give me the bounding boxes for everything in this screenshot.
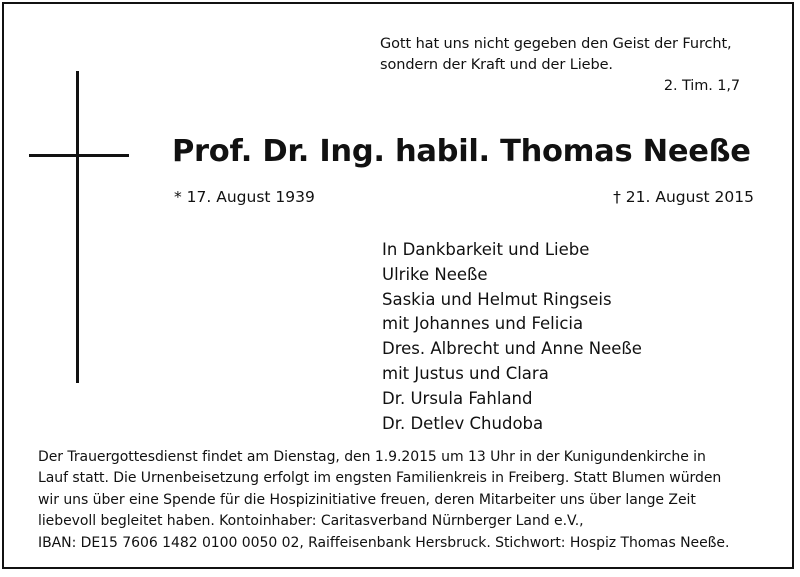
deceased-name: Prof. Dr. Ing. habil. Thomas Neeße [172, 134, 751, 169]
mourner-line: mit Johannes und Felicia [382, 314, 584, 334]
verse-reference: 2. Tim. 1,7 [663, 78, 740, 94]
mourner-line: In Dankbarkeit und Liebe [382, 240, 590, 259]
mourner-line: Dr. Ursula Fahland [382, 388, 533, 408]
cross-horizontal-bar [29, 154, 129, 157]
info-line: Der Trauergottesdienst findet am Dienstag, den 1.9.2015 um 13 Uhr in der Kunigundenkirche in [38, 449, 706, 465]
mourner-line: Dr. Detlev Chudoba [382, 413, 544, 433]
mourner-line: Saskia und Helmut Ringseis [382, 289, 612, 309]
verse-line: Gott hat uns nicht gegeben den Geist der Furcht, [380, 36, 732, 52]
birth-date: * 17. August 1939 [174, 188, 315, 206]
death-date: † 21. August 2015 [613, 188, 754, 206]
bible-verse [380, 34, 770, 97]
verse-line: sondern der Kraft und der Liebe. [380, 57, 613, 73]
mourner-line: Ulrike Neeße [382, 264, 488, 284]
mourners-list [382, 238, 642, 436]
cross-vertical-bar [76, 71, 79, 383]
info-line: liebevoll begleitet haben. Kontoinhaber: Caritasverband Nürnberger Land e.V., [38, 513, 584, 530]
info-line: Lauf statt. Die Urnenbeisetzung erfolgt im engsten Familienkreis in Freiberg. Statt Blumen würden [38, 470, 722, 487]
info-line: wir uns über eine Spende für die Hospizinitiative freuen, deren Mitarbeiter uns über lange Zeit [38, 491, 696, 508]
obituary-notice [2, 2, 794, 569]
mourner-line: mit Justus und Clara [382, 363, 549, 383]
info-line: IBAN: DE15 7606 1482 0100 0050 02, Raiffeisenbank Hersbruck. Stichwort: Hospiz Thomas Neeße. [38, 534, 730, 551]
mourner-line: Dres. Albrecht und Anne Neeße [382, 339, 642, 359]
funeral-info [38, 447, 778, 554]
